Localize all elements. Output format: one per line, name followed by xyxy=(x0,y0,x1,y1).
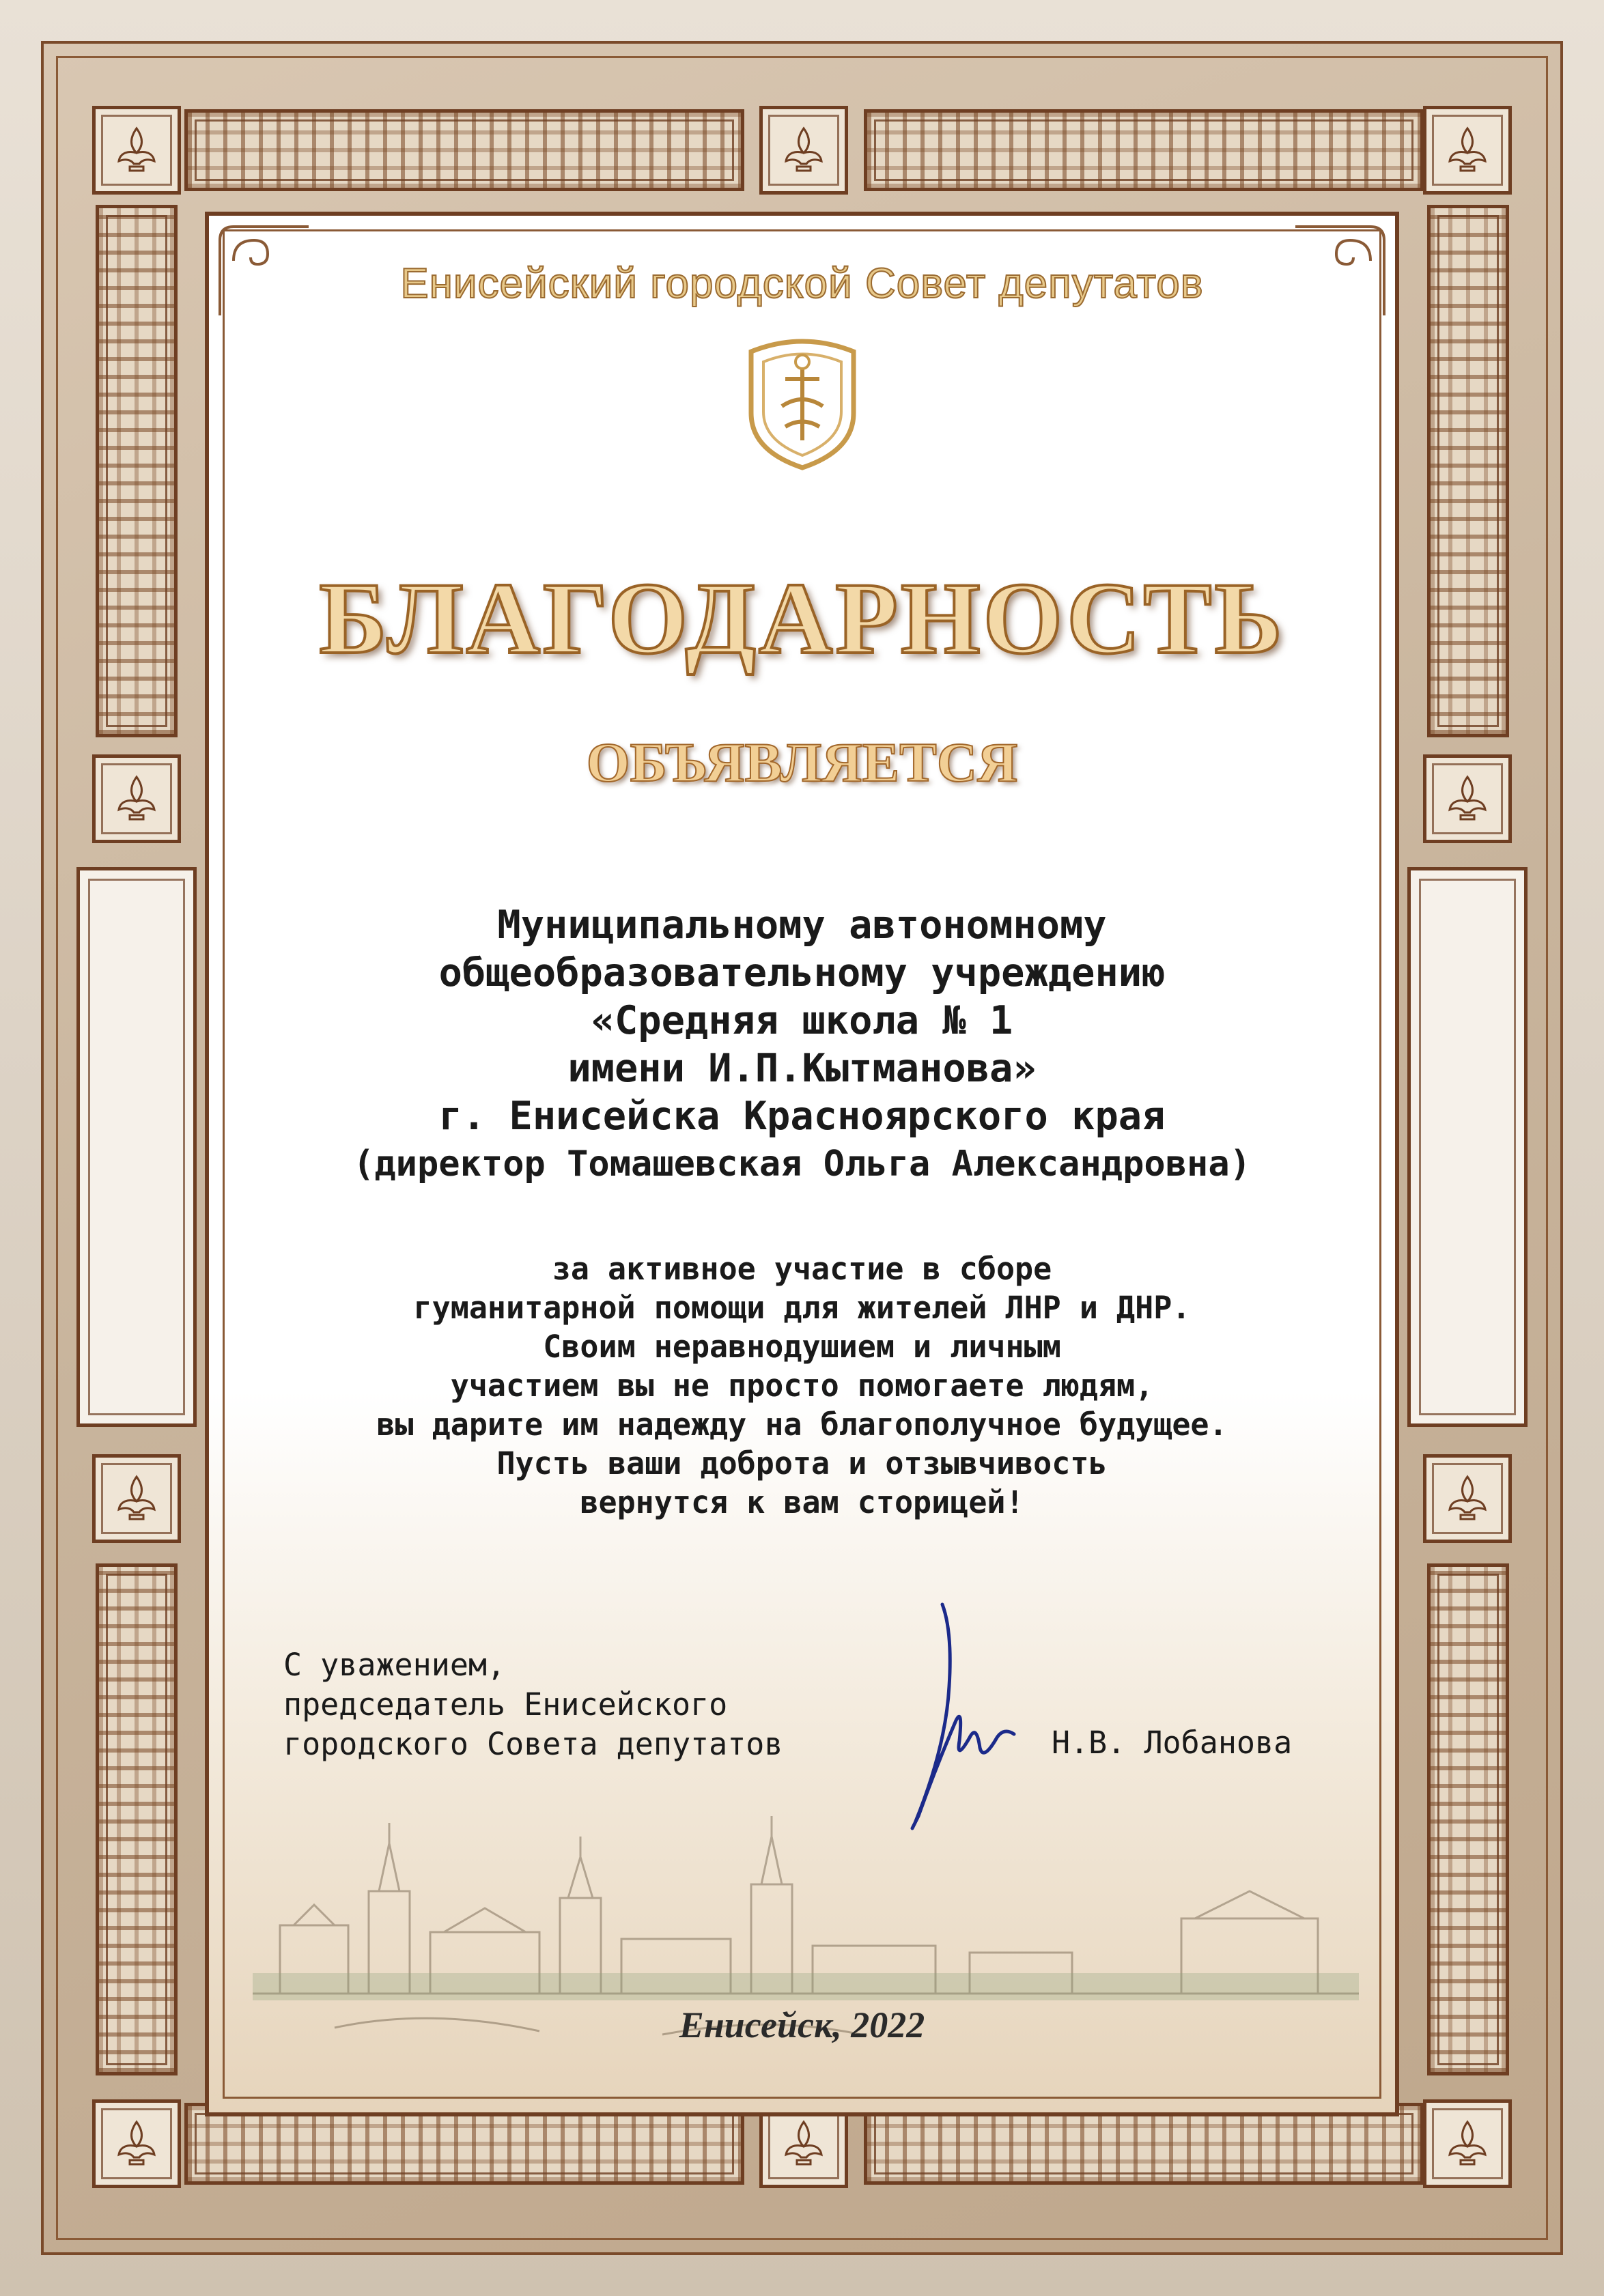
handwritten-signature xyxy=(888,1591,1038,1850)
top-ornament-right xyxy=(864,109,1424,191)
certificate-title: БЛАГОДАРНОСТЬ xyxy=(319,562,1285,675)
message-line: Пусть ваши доброта и отзывчивость xyxy=(496,1445,1108,1482)
recipient-line: общеобразовательному учреждению xyxy=(438,950,1166,995)
recipient-line: г. Енисейска Красноярского края xyxy=(438,1094,1166,1139)
message-line: за активное участие в сборе xyxy=(552,1251,1052,1287)
gratitude-message xyxy=(0,1249,1604,1522)
council-name: Енисейский городской Совет депутатов xyxy=(400,260,1204,307)
fleur-de-lis-icon xyxy=(1423,2099,1512,2188)
regards-text: С уважением, xyxy=(283,1647,506,1683)
signer-name: Н.В. Лобанова xyxy=(1052,1725,1293,1761)
message-line: вы дарите им надежду на благополучное будущее. xyxy=(376,1406,1228,1443)
signer-position: городского Совета депутатов xyxy=(283,1726,783,1762)
left-ornament-lower xyxy=(96,1563,178,2075)
coat-of-arms-icon xyxy=(731,331,874,474)
right-ornament-lower xyxy=(1427,1563,1509,2075)
fleur-de-lis-icon xyxy=(92,2099,181,2188)
fleur-de-lis-icon xyxy=(92,106,181,195)
message-line: гуманитарной помощи для жителей ЛНР и ДНР. xyxy=(413,1290,1191,1326)
message-line: вернутся к вам сторицей! xyxy=(580,1484,1024,1520)
fleur-de-lis-icon xyxy=(1423,106,1512,195)
place-date: Енисейск, 2022 xyxy=(679,2004,925,2045)
certificate-subtitle: ОБЪЯВЛЯЕТСЯ xyxy=(586,731,1018,793)
recipient-line: Муниципальному автономному xyxy=(497,903,1107,948)
recipient-block xyxy=(0,901,1604,1188)
signature-block xyxy=(283,1645,783,1764)
message-line: участием вы не просто помогаете людям, xyxy=(450,1367,1154,1404)
signer-position: председатель Енисейского xyxy=(283,1686,728,1723)
recipient-director: (директор Томашевская Ольга Александровна) xyxy=(353,1144,1251,1185)
recipient-line: «Средняя школа № 1 xyxy=(591,998,1013,1043)
recipient-line: имени И.П.Кытманова» xyxy=(567,1046,1037,1091)
top-ornament-left xyxy=(184,109,744,191)
message-line: Своим неравнодушием и личным xyxy=(543,1329,1061,1365)
fleur-de-lis-icon xyxy=(759,106,848,195)
